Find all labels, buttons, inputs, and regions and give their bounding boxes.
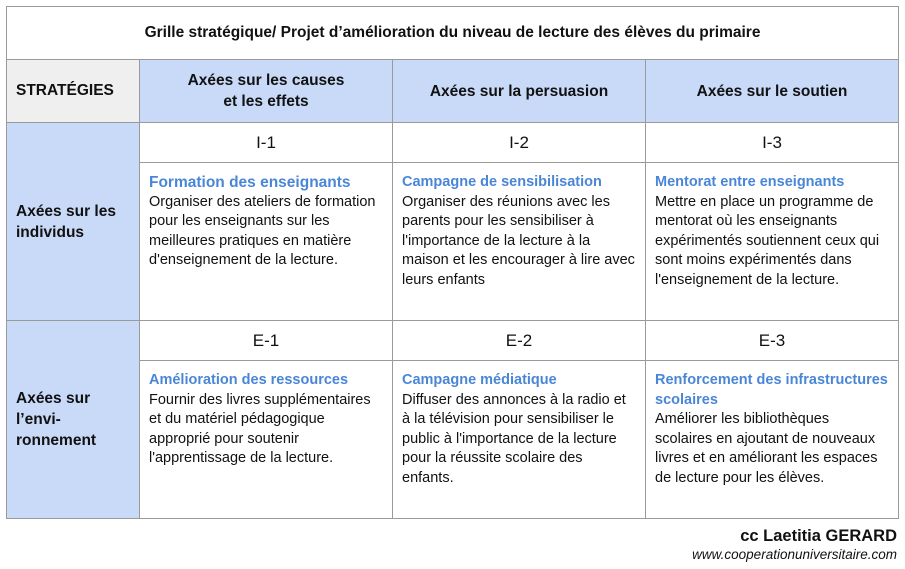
credit-website-link[interactable]: www.cooperationuniversitaire.com <box>692 547 897 562</box>
strategy-cell-e1 <box>140 361 393 519</box>
code-cell: I-1 <box>140 123 393 163</box>
header-row <box>7 60 899 123</box>
strategy-cell-i1 <box>140 163 393 321</box>
strategy-title: Campagne de sensibilisation <box>402 174 602 190</box>
strategy-title: Mentorat entre enseignants <box>655 174 845 190</box>
header-col-soutien: Axées sur le soutien <box>646 60 899 123</box>
strategy-cell-i2 <box>393 163 646 321</box>
content-row-environnement <box>7 361 899 519</box>
credit <box>692 526 897 564</box>
strategy-title: Amélioration des ressources <box>149 372 349 388</box>
code-cell: E-1 <box>140 321 393 361</box>
strategy-title: Campagne médiatique <box>402 372 557 388</box>
header-col-label: Axées sur les causes et les effets <box>187 72 345 110</box>
code-cell: E-2 <box>393 321 646 361</box>
axis-environnement <box>7 321 140 519</box>
strategy-title: Renforcement des infrastructures scolaires <box>655 372 888 408</box>
code-cell: E-3 <box>646 321 899 361</box>
strategy-text: Diffuser des annonces à la radio et à la télévision pour sensibiliser le public à l'importance de la lecture pour la réussite scolaire des enfants. <box>402 391 626 486</box>
axis-label: Axées sur les individus <box>16 202 116 241</box>
code-row-environnement <box>7 321 899 361</box>
strategy-cell-e3 <box>646 361 899 519</box>
title-row <box>7 7 899 60</box>
strategy-grid <box>6 6 899 519</box>
strategy-cell-e2 <box>393 361 646 519</box>
code-cell: I-2 <box>393 123 646 163</box>
strategy-text: Améliorer les bibliothèques scolaires en ajoutant de nouveaux livres et en améliorant les espaces de lecture pour les élèves. <box>655 411 878 486</box>
strategy-text: Organiser des réunions avec les parents pour les sensibiliser à l'importance de la lecture à la maison et les encourager à lire avec leurs enfants <box>402 193 635 288</box>
content-row-individus <box>7 163 899 321</box>
header-strategies-label: STRATÉGIES <box>7 60 140 123</box>
strategy-cell-i3 <box>646 163 899 321</box>
strategy-text: Mettre en place un programme de mentorat où les enseignants expérimentés soutiennent ceux qui sont moins expérimentés dans l'enseignement de la lecture. <box>655 193 880 288</box>
axis-label: Axées sur l’envi- ronnement <box>16 390 97 449</box>
strategy-title: Formation des enseignants <box>149 174 351 191</box>
header-col-causes <box>140 60 393 123</box>
strategy-text: Organiser des ateliers de formation pour les enseignants sur les meilleures pratiques en matière d'enseignement de la lecture. <box>149 193 376 268</box>
strategy-text: Fournir des livres supplémentaires et du matériel pédagogique approprié pour soutenir l'apprentissage de la lecture. <box>149 391 371 466</box>
code-row-individus <box>7 123 899 163</box>
credit-author: cc Laetitia GERARD <box>740 527 897 545</box>
code-cell: I-3 <box>646 123 899 163</box>
header-col-persuasion: Axées sur la persuasion <box>393 60 646 123</box>
axis-individus <box>7 123 140 321</box>
grid-title: Grille stratégique/ Projet d’amélioration du niveau de lecture des élèves du primaire <box>7 7 899 60</box>
